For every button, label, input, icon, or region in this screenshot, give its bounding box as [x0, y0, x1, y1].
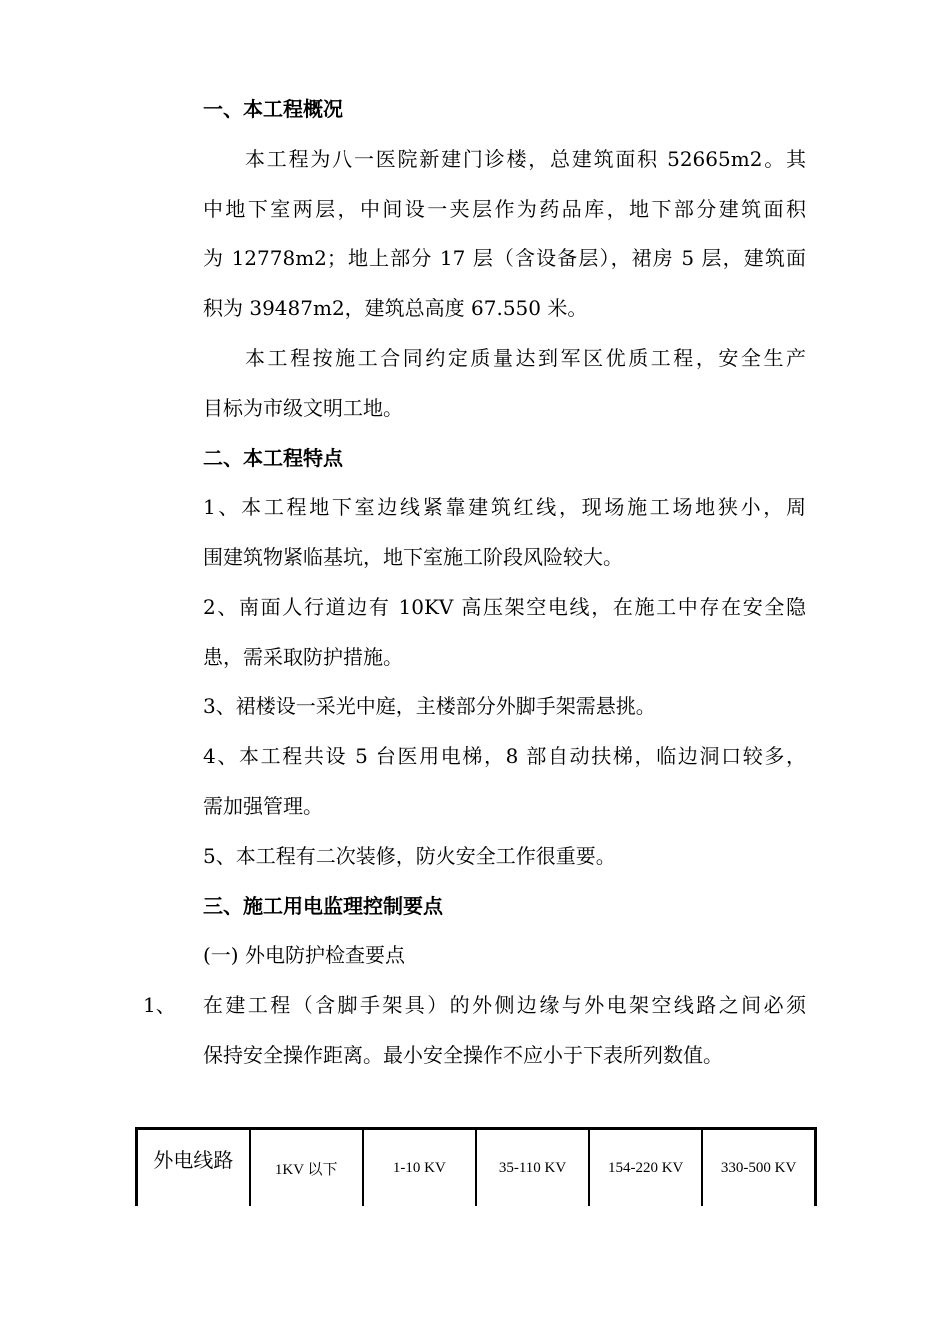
list-item-line: 围建筑物紧临基坑，地下室施工阶段风险较大。: [203, 545, 623, 569]
item-line: 在建工程（含脚手架具）的外侧边缘与外电架空线路之间必须: [203, 993, 806, 1017]
voltage-distance-table: [135, 1127, 817, 1206]
paragraph-line: 目标为市级文明工地。: [203, 396, 403, 420]
paragraph-line: 本工程按施工合同约定质量达到军区优质工程，安全生产: [245, 346, 806, 370]
item-line: 保持安全操作距离。最小安全操作不应小于下表所列数值。: [203, 1043, 723, 1067]
table-header-cell: 1-10 KV: [363, 1129, 476, 1207]
subsection-heading: (一) 外电防护检查要点: [203, 943, 405, 967]
table-header-cell: 1KV 以下: [250, 1129, 363, 1207]
list-item-line: 2、南面人行道边有 10KV 高压架空电线，在施工中存在安全隐: [203, 595, 806, 619]
section-1-heading: 一、本工程概况: [203, 97, 343, 121]
paragraph-line: 中地下室两层，中间设一夹层作为药品库，地下部分建筑面积: [203, 197, 806, 221]
list-item-line: 需加强管理。: [203, 794, 323, 818]
paragraph-line: 积为 39487m2，建筑总高度 67.550 米。: [203, 296, 588, 320]
paragraph-line: 为 12778m2；地上部分 17 层（含设备层），裙房 5 层，建筑面: [203, 246, 806, 270]
table-row: [137, 1129, 816, 1207]
list-item-line: 患，需采取防护措施。: [203, 645, 403, 669]
list-item-line: 4、本工程共设 5 台医用电梯，8 部自动扶梯，临边洞口较多，: [203, 744, 806, 768]
section-2-heading: 二、本工程特点: [203, 446, 343, 470]
list-item-line: 1、本工程地下室边线紧靠建筑红线，现场施工场地狭小，周: [203, 495, 806, 519]
table-header-cell: 外电线路: [137, 1129, 250, 1207]
list-item-line: 3、裙楼设一采光中庭，主楼部分外脚手架需悬挑。: [203, 694, 656, 718]
section-3-heading: 三、施工用电监理控制要点: [203, 894, 443, 918]
paragraph-line: 本工程为八一医院新建门诊楼，总建筑面积 52665m2。其: [245, 147, 806, 171]
table-header-cell: 35-110 KV: [476, 1129, 589, 1207]
item-number: 1、: [143, 993, 176, 1017]
table-header-cell: 330-500 KV: [702, 1129, 815, 1207]
list-item-line: 5、本工程有二次装修，防火安全工作很重要。: [203, 844, 616, 868]
table-header-cell: 154-220 KV: [589, 1129, 702, 1207]
